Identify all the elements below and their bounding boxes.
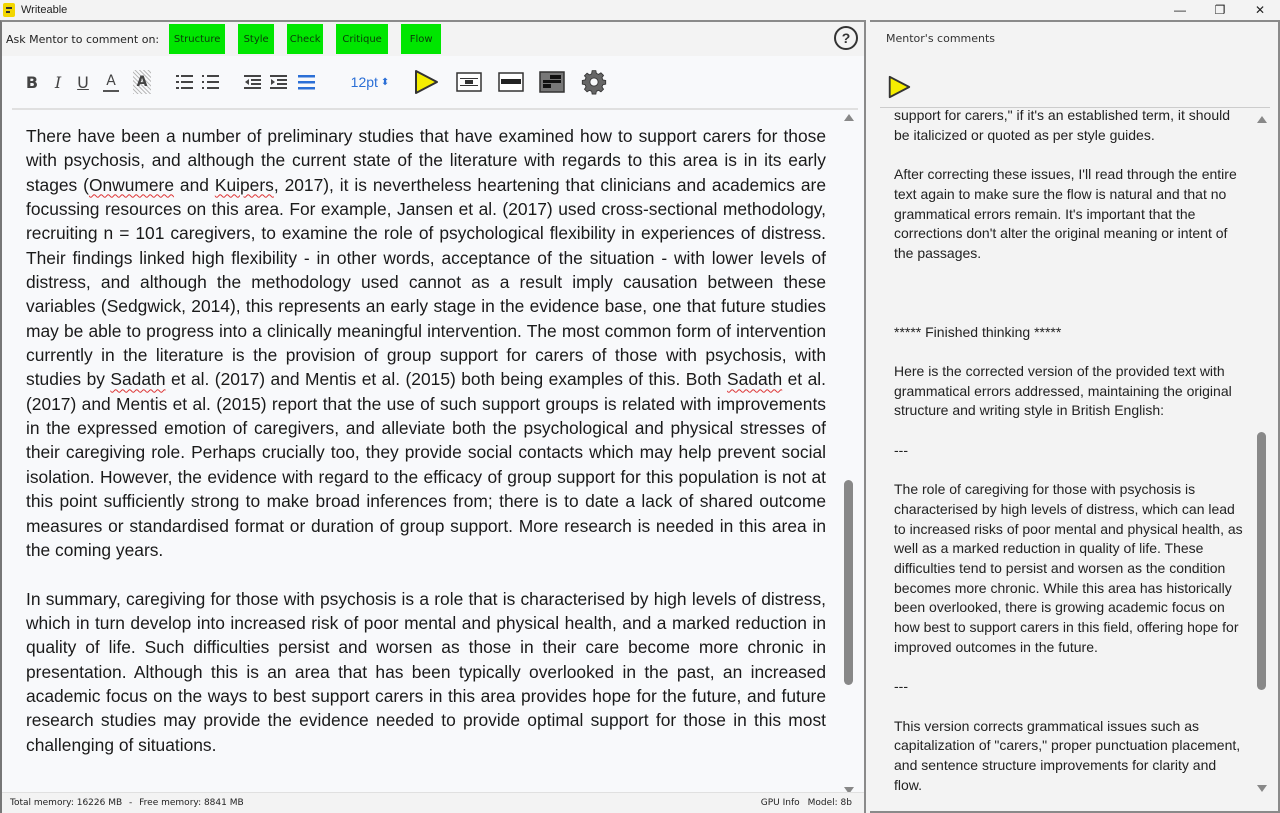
scrollbar-thumb[interactable]: [1257, 432, 1266, 690]
highlight-icon[interactable]: A: [133, 70, 151, 94]
layout-split-icon[interactable]: [539, 70, 565, 94]
check-button[interactable]: Check: [287, 24, 323, 54]
layout-center-icon[interactable]: [456, 70, 482, 94]
editor-paragraph[interactable]: [26, 124, 826, 562]
font-color-icon[interactable]: A: [103, 72, 119, 92]
status-bar: [2, 792, 864, 813]
comment-paragraph: support for carers," if it's an established term, it should be italicized or quoted as per style guides.: [894, 107, 1231, 143]
comment-paragraph: ---: [894, 678, 908, 695]
spelling-error: Onwumere: [88, 174, 175, 195]
comment-paragraph: [894, 283, 1244, 303]
mentor-comments-pane: [870, 20, 1280, 813]
text-run: et al. (2017) and Mentis et al. (2015) both being examples of this. Both: [165, 369, 728, 390]
flow-button[interactable]: Flow: [401, 24, 441, 54]
underline-icon[interactable]: U: [77, 72, 89, 92]
scroll-down-arrow-icon[interactable]: [1257, 785, 1267, 792]
text-run: et al. (2017) and Mentis et al. (2015) report that the use of such support groups is related with improvements in the expressed emotion of caregivers, and alleviate both the psychological and physical stresses of their caregiving role. Perhaps crucially too, they provide social contacts which may help prevent social isolation. However, the evidence with regard to the efficacy of group support for this population is not at this point sufficiently strong to make broad inferences from; there is to date a lack of shared outcome measures or standardised format or duration of group support. More research is needed in this area in the coming years.: [26, 369, 826, 560]
comment-paragraph: After correcting these issues, I'll read through the entire text again to make sure the flow is natural and that no grammatical errors remain. It's important that the corrections don't alter the original meaning or intent of the passages.: [894, 166, 1237, 261]
scroll-up-arrow-icon[interactable]: [1257, 116, 1267, 123]
gpu-info[interactable]: GPU Info: [760, 798, 800, 808]
formatting-toolbar: [2, 56, 864, 110]
scrollbar-thumb[interactable]: [844, 480, 853, 685]
indent-icon[interactable]: [270, 70, 288, 94]
comment-paragraph: ---: [894, 441, 908, 458]
toolbar-divider: [12, 108, 858, 110]
gear-icon[interactable]: [580, 70, 608, 94]
mentor-comments-text: [894, 106, 1244, 796]
app-logo-icon: [3, 3, 15, 17]
style-button[interactable]: Style: [238, 24, 274, 54]
play-icon[interactable]: [886, 74, 912, 100]
editor-pane: [0, 20, 864, 813]
comment-paragraph: This version corrects grammatical issues such as capitalization of "carers," proper punctuation placement, and sentence structure improvements for clarity and flow.: [894, 717, 1241, 793]
title-bar: [0, 0, 1280, 20]
italic-icon[interactable]: I: [54, 72, 62, 92]
stepper-arrows-icon: ⬍: [380, 76, 390, 88]
font-size-value: 12pt: [350, 74, 378, 90]
status-separator: -: [129, 798, 133, 808]
play-icon[interactable]: [412, 68, 440, 96]
close-button[interactable]: ✕: [1254, 3, 1266, 17]
mentor-label: Ask Mentor to comment on:: [6, 32, 160, 46]
editor-paragraph[interactable]: [26, 587, 826, 757]
justify-icon[interactable]: [298, 70, 316, 94]
comments-scrollbar[interactable]: [1255, 112, 1269, 792]
comment-paragraph: ***** Finished thinking *****: [894, 323, 1062, 340]
structure-button[interactable]: Structure: [169, 24, 225, 54]
spelling-error: Sadath: [727, 369, 783, 390]
total-memory: Total memory: 16226 MB: [10, 798, 123, 808]
free-memory: Free memory: 8841 MB: [139, 798, 244, 808]
text-run: and: [174, 174, 215, 195]
text-run: There have been a number of preliminary studies that have examined how to support carers for those with psychosis, and although the current state of the literature with regards to this area is in its early stages (: [26, 126, 826, 195]
text-run: , 2017), it is nevertheless heartening that clinicians and academics are focussing resources on this area. For example, Jansen et al. (2017) used cross-sectional methodology, recruiting n = 101 caregivers, to examine the role of psychological flexibility in experiences of distress. Their findings linked high flexibility - in other words, acceptance of the situation - with lower levels of distress, and although the methodology used cannot as a result imply causation between these variables (Sedgwick, 2014), this represents an early stage in the evidence base, one that future studies may be able to progress into a clinically meaningful intervention. The most common form of intervention currently in the literature is the provision of group support for carers of those with psychosis, with studies by: [26, 174, 826, 390]
comment-paragraph: The role of caregiving for those with psychosis is characterised by high levels of distress, which can lead to increased risks of poor mental and physical health, as well as a marked reduction in quality of life. These difficulties tend to persist and worsen as the condition becomes more chronic. While this area has historically been overlooked, there is growing academic focus on how best to support carers in this field, offering hope for improved outcomes in the future.: [894, 481, 1243, 655]
help-icon[interactable]: ?: [834, 26, 858, 50]
window-controls: [1160, 0, 1280, 20]
bold-icon[interactable]: B: [25, 72, 39, 92]
outdent-icon[interactable]: [244, 70, 262, 94]
restore-button[interactable]: ❐: [1214, 3, 1226, 17]
bulleted-list-icon[interactable]: [202, 70, 220, 94]
text-run: In summary, caregiving for those with psychosis is a role that is characterised by high levels of distress, which in turn develop into increased risk of poor mental and physical health, and a marked reduction in quality of life. Such difficulties persist and worsen as those in their care become more chronic in presentation. Although this is an area that has been typically overlooked in the past, an increased academic focus on the ways to best support carers in this area provides hope for the future, and future research studies may provide the evidence needed to provide optimal support for those in this most challenging of situations.: [26, 588, 826, 755]
model-info: Model: 8b: [807, 798, 852, 808]
layout-wide-icon[interactable]: [498, 70, 524, 94]
window-title: Writeable: [21, 4, 68, 16]
critique-button[interactable]: Critique: [336, 24, 388, 54]
editor-scrollbar[interactable]: [842, 110, 856, 794]
comment-paragraph: Here is the corrected version of the provided text with grammatical errors addressed, maintaining the original structure and writing style in British English:: [894, 363, 1232, 419]
mentor-comments-title: Mentor's comments: [886, 32, 996, 45]
spelling-error: Kuipers: [214, 174, 274, 195]
spelling-error: Sadath: [110, 369, 166, 390]
document-editor[interactable]: [26, 124, 826, 790]
font-size-stepper[interactable]: [346, 70, 394, 94]
scroll-up-arrow-icon[interactable]: [844, 114, 854, 121]
numbered-list-icon[interactable]: [176, 70, 194, 94]
minimize-button[interactable]: —: [1174, 3, 1186, 17]
mentor-bar: [2, 22, 864, 56]
